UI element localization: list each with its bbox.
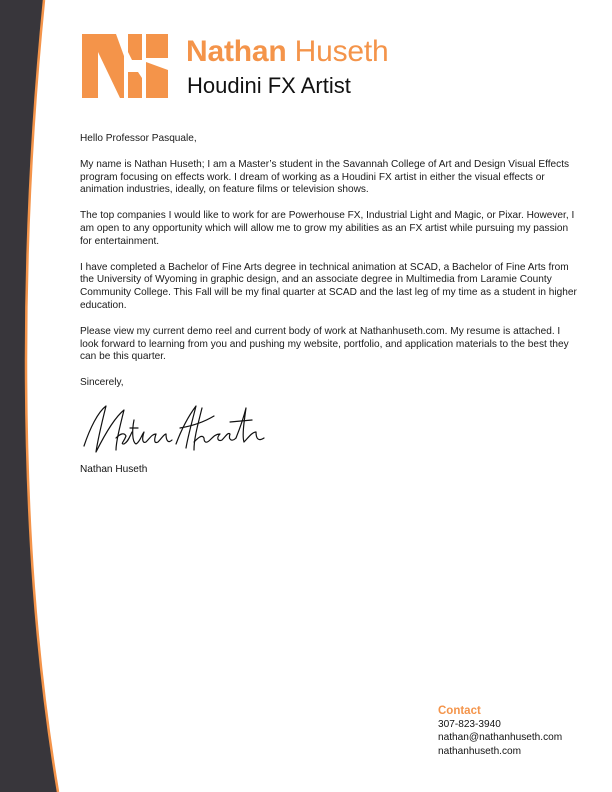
first-name: Nathan [186,35,287,68]
job-title: Houdini FX Artist [187,73,351,98]
applicant-name [186,34,388,70]
sidebar-decoration [0,0,80,792]
nh-monogram-icon [82,34,170,98]
last-name: Huseth [294,35,389,68]
paragraph-intro: My name is Nathan Huseth; I am a Master’s student in the Savannah College of Art and Design Visual Effects program focusing on effects work. I dream of working as a Houdini FX artist in either the visual effects or animation industries, ideally, on feature films or television shows. [80,158,570,196]
letter-body [80,133,580,403]
contact-phone[interactable]: 307-823-3940 [438,719,501,730]
paragraph-education: I have completed a Bachelor of Fine Arts degree in technical animation at SCAD, a Bachelor of Fine Arts from the University of Wyoming in graphic design, and an associate degree in Multimedia from Laramie County Community College. This Fall will be my final quarter at SCAD and the last leg of my time as a student in higher education. [80,261,577,311]
paragraph-companies: The top companies I would like to work for are Powerhouse FX, Industrial Light and Magic, or Pixar. However, I am open to any opportunity which will allow me to grow my abilities as an FX artist while pursuing my passion for entertainment. [80,210,575,247]
handwritten-signature [80,398,270,458]
contact-heading: Contact [438,705,481,717]
contact-email[interactable]: nathan@nathanhuseth.com [438,732,563,744]
paragraph-closing-remarks: Please view my current demo reel and current body of work at Nathanhuseth.com. My resume is attached. I look forward to learning from you and pushing my website, portfolio, and application materials to the best they can be this quarter. [80,325,569,363]
contact-block [438,704,562,758]
contact-website[interactable]: nathanhuseth.com [438,745,522,757]
signer-name: Nathan Huseth [80,464,148,475]
closing: Sincerely, [80,377,124,389]
greeting: Hello Professor Pasquale, [80,133,197,144]
